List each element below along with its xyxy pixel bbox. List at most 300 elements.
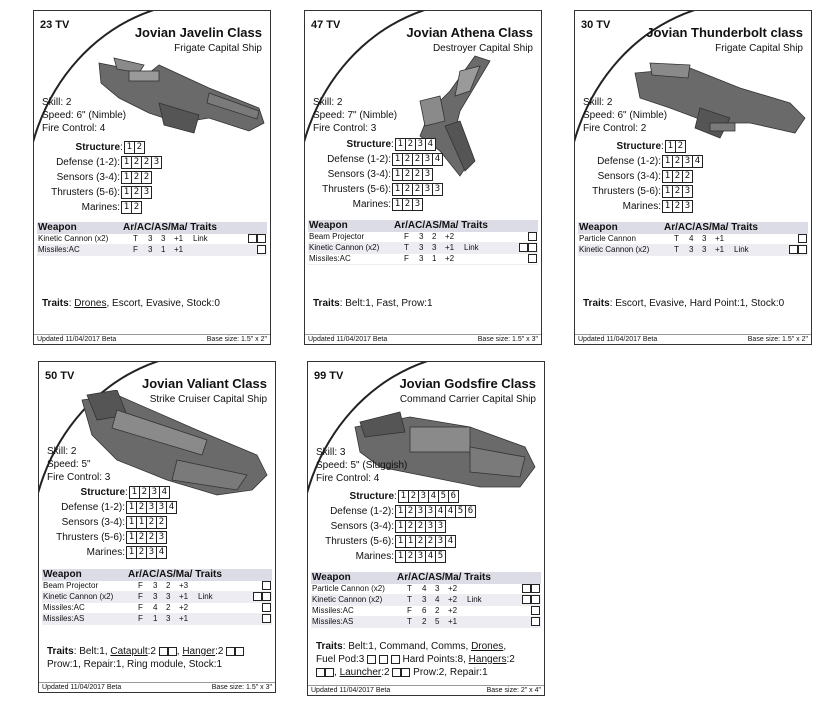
fire-control-text: Fire Control: 4 [42,123,106,134]
base-size-text: Base size: 1.5" x 3" [211,684,272,691]
track-box[interactable]: 3 [422,153,433,166]
weapon-ma: +2 [448,606,458,615]
weapon-checkboxes [262,603,271,613]
marines-boxes[interactable] [396,550,446,563]
sensors-boxes[interactable] [396,520,446,533]
track-box[interactable]: 1 [395,550,406,563]
track-box[interactable]: 2 [141,156,152,169]
track-box[interactable]: 2 [405,520,416,533]
defense-label: Defense (1-2): [56,157,120,168]
track-box[interactable]: 1 [662,170,673,183]
weapon-checkboxes [531,606,540,616]
structure-boxes[interactable] [396,138,436,151]
ship-class-title: Jovian Valiant Class [141,376,267,391]
updated-text: Updated 11/04/2017 Beta [42,684,122,691]
launcher-count: :2 [381,667,390,678]
weapon-damage-checkbox[interactable] [262,592,271,601]
track-box[interactable]: 2 [402,168,413,181]
track-box[interactable]: 2 [412,168,423,181]
track-box[interactable]: 2 [682,170,693,183]
track-box[interactable]: 2 [672,200,683,213]
track-box[interactable]: 2 [402,183,413,196]
track-box[interactable]: 1 [392,168,403,181]
structure-boxes[interactable] [130,486,170,499]
weapon-as: 2 [435,606,440,615]
structure-label: Structure [616,141,661,152]
hangar-checkbox-1[interactable] [226,647,235,656]
trait-text: : [68,298,75,309]
weapon-damage-checkbox[interactable] [531,584,540,593]
track-box[interactable]: 2 [134,141,145,154]
trait-text: , Escort, Evasive, Stock:0 [106,298,220,309]
track-box[interactable]: 2 [675,140,686,153]
thrusters-boxes[interactable] [122,186,152,199]
track-box[interactable]: 4 [435,505,446,518]
track-box[interactable]: 1 [398,490,409,503]
weapon-checkboxes [522,595,540,605]
weapon-ac: 6 [422,606,427,615]
track-box[interactable]: 2 [146,516,157,529]
traits-line-2: Prow:1, Repair:1, Ring module, Stock:1 [47,659,223,670]
weapons-table [37,222,267,256]
track-box[interactable]: 3 [432,183,443,196]
skill-text: Skill: 2 [313,97,343,108]
weapon-as: 3 [166,592,171,601]
track-box[interactable]: 2 [672,170,683,183]
track-box[interactable]: 1 [121,171,132,184]
ship-class-subtitle: Destroyer Capital Ship [432,43,533,54]
track-box[interactable]: 2 [131,201,142,214]
weapon-damage-checkbox[interactable] [253,592,262,601]
track-box[interactable]: 4 [432,153,443,166]
track-box[interactable]: 1 [126,546,137,559]
marines-boxes[interactable] [122,201,142,214]
weapon-as: 3 [161,234,166,243]
track-box[interactable]: 3 [682,155,693,168]
sensors-boxes[interactable] [393,168,433,181]
weapon-checkboxes [257,245,266,255]
track-box[interactable]: 2 [405,138,416,151]
track-box[interactable]: 3 [141,186,152,199]
weapon-traits: Link [198,592,213,601]
card-footer [39,682,275,692]
weapon-checkboxes [522,584,540,594]
base-size-text: Base size: 1.5" x 2" [206,336,267,343]
marines-boxes[interactable] [127,546,167,559]
structure-label: Structure [349,491,394,502]
track-box[interactable]: 1 [121,186,132,199]
weapon-row [311,584,541,595]
track-box[interactable]: 3 [156,501,167,514]
skill-text: Skill: 2 [42,97,72,108]
launcher-checkbox-2[interactable] [401,668,410,677]
thrusters-track [45,531,167,544]
drones-link[interactable]: Drones [471,641,504,652]
track-box[interactable]: 2 [136,531,147,544]
track-box[interactable]: 1 [392,183,403,196]
track-box[interactable]: 3 [425,520,436,533]
track-box[interactable]: 5 [455,505,466,518]
defense-label: Defense (1-2): [61,502,125,513]
traits-belt: : Belt:1, Command, Comms, [342,641,472,652]
weapon-arc: T [674,245,679,254]
structure-track: Structure : 1 2 3 4 [311,138,436,151]
fuel-checkbox-3[interactable] [391,655,400,664]
marines-track [581,200,693,213]
weapon-checkboxes [789,245,807,255]
track-box[interactable]: 1 [395,520,406,533]
track-box[interactable]: 2 [141,171,152,184]
weapon-checkboxes [528,232,537,242]
track-box[interactable]: 2 [405,505,416,518]
weapon-arc: T [133,234,138,243]
marines-label: Marines: [81,202,120,213]
weapon-row [578,245,808,256]
weapon-damage-checkbox[interactable] [528,232,537,241]
weapon-ma: +1 [448,617,458,626]
track-box[interactable]: 2 [139,486,150,499]
track-box[interactable]: 1 [662,200,673,213]
thrusters-label: Thrusters (5-6): [592,186,661,197]
thrusters-track [581,185,693,198]
track-box[interactable]: 2 [415,520,426,533]
track-box[interactable]: 2 [136,546,147,559]
weapon-ma: +1 [715,245,725,254]
weapon-ma: +1 [445,243,455,252]
trait-link[interactable]: Drones [74,298,107,309]
weapon-ac: 3 [148,234,153,243]
weapon-damage-checkbox[interactable] [798,234,807,243]
traits-line-1 [316,640,538,653]
track-box[interactable]: 3 [146,501,157,514]
track-box[interactable]: 3 [412,198,423,211]
thrusters-track [314,535,456,548]
stats-column-header: Ar/AC/AS/Ma/ Traits [397,572,491,583]
traits-text [47,645,269,671]
track-box[interactable]: 1 [392,153,403,166]
track-box[interactable]: 3 [415,505,426,518]
structure-boxes[interactable] [399,490,459,503]
track-box[interactable]: 6 [465,505,476,518]
weapon-arc: T [404,243,409,252]
weapon-checkboxes [528,254,537,264]
weapon-row [42,603,272,614]
weapon-traits: Link [464,243,479,252]
speed-text: Speed: 6" (Nimble) [583,110,668,121]
thrusters-boxes[interactable] [127,531,167,544]
track-box[interactable]: 1 [136,516,147,529]
track-box[interactable]: 4 [692,155,703,168]
track-box[interactable]: 3 [425,505,436,518]
thrusters-label: Thrusters (5-6): [56,532,125,543]
sensors-boxes[interactable] [663,170,693,183]
defense-boxes[interactable] [663,155,703,168]
track-box[interactable]: 4 [425,550,436,563]
track-box[interactable]: 1 [126,531,137,544]
track-box[interactable]: 2 [402,153,413,166]
defense-track [314,505,476,518]
weapon-damage-checkbox[interactable] [257,234,266,243]
weapon-damage-checkbox[interactable] [531,606,540,615]
sensors-label: Sensors (3-4): [597,171,661,182]
track-box[interactable]: 2 [672,155,683,168]
catapult-checkbox-2[interactable] [168,647,177,656]
track-box[interactable]: 3 [146,546,157,559]
weapon-ac: 4 [422,584,427,593]
defense-boxes[interactable] [393,153,443,166]
track-box[interactable]: 1 [392,198,403,211]
ship-stats [42,96,126,135]
sensors-track [45,516,167,529]
weapon-damage-checkbox[interactable] [528,254,537,263]
track-box[interactable]: 4 [166,501,177,514]
weapon-ac: 3 [419,243,424,252]
ship-stats [313,96,397,135]
traits-label: Traits [42,298,69,309]
track-box[interactable]: 3 [156,531,167,544]
track-box[interactable]: 3 [149,486,160,499]
sensors-track [314,520,446,533]
launcher-link[interactable]: Launcher [339,667,382,678]
track-box[interactable]: 1 [395,535,406,548]
track-box[interactable]: 2 [131,156,142,169]
weapon-damage-checkbox[interactable] [257,245,266,254]
weapon-damage-checkbox[interactable] [262,614,271,623]
weapon-row [42,592,272,603]
marines-boxes[interactable] [663,200,693,213]
track-box[interactable]: 1 [129,486,140,499]
ship-class-title: Jovian Thunderbolt class [646,25,803,40]
weapon-arc: F [404,254,409,263]
ship-card-thunderbolt [574,10,812,345]
weapon-arc: F [138,614,143,623]
weapon-damage-checkbox[interactable] [789,245,798,254]
track-box[interactable]: 6 [448,490,459,503]
weapon-ma: +2 [179,603,189,612]
track-box[interactable]: 3 [435,535,446,548]
marines-track [40,201,142,214]
track-box[interactable]: 5 [435,550,446,563]
track-box[interactable]: 3 [422,168,433,181]
tv-value: 99 TV [314,370,344,382]
track-box[interactable]: 1 [395,138,406,151]
defense-boxes[interactable] [127,501,177,514]
track-box[interactable]: 3 [422,183,433,196]
updated-text: Updated 11/04/2017 Beta [311,687,391,694]
weapon-ma: +1 [715,234,725,243]
weapon-arc: F [404,232,409,241]
ship-class-subtitle: Frigate Capital Ship [715,43,803,54]
track-box[interactable]: 2 [131,186,142,199]
defense-boxes[interactable] [396,505,476,518]
weapon-ma: +2 [448,584,458,593]
weapon-damage-checkbox[interactable] [248,234,257,243]
sensors-boxes[interactable] [127,516,167,529]
hangers-link[interactable]: Hangers [468,654,507,665]
track-box[interactable]: 1 [395,505,406,518]
track-box[interactable]: 1 [126,516,137,529]
track-box[interactable]: 3 [415,550,426,563]
structure-track: Structure : 1 2 [40,141,145,154]
fire-control-text: Fire Control: 4 [316,473,380,484]
fuel-checkbox-2[interactable] [379,655,388,664]
track-box[interactable]: 2 [156,516,167,529]
track-box[interactable]: 5 [438,490,449,503]
weapon-ma: +1 [179,592,189,601]
track-box[interactable]: 2 [425,535,436,548]
structure-track: Structure : 1 2 3 4 5 6 [314,490,459,503]
track-box[interactable]: 1 [665,140,676,153]
weapons-header [311,572,541,584]
stats-column-header: Ar/AC/AS/Ma/ Traits [394,220,488,231]
weapon-checkboxes [253,592,271,602]
weapon-ma: +1 [179,614,189,623]
track-box[interactable]: 3 [418,490,429,503]
weapons-table [311,572,541,628]
weapon-arc: F [407,606,412,615]
track-box[interactable]: 2 [405,550,416,563]
weapon-ma: +3 [179,581,189,590]
weapon-name: Missiles:AS [43,614,85,623]
weapon-damage-checkbox[interactable] [262,581,271,590]
track-box[interactable]: 1 [126,501,137,514]
track-box[interactable]: 2 [136,501,147,514]
weapon-ac: 1 [153,614,158,623]
thrusters-boxes[interactable] [663,185,693,198]
track-box[interactable]: 2 [408,490,419,503]
weapon-row [311,606,541,617]
traits-content [610,298,785,309]
weapon-row [308,254,538,265]
track-box[interactable]: 3 [682,200,693,213]
catapult-checkbox-1[interactable] [159,647,168,656]
defense-track [45,501,177,514]
defense-label: Defense (1-2): [330,506,394,517]
weapon-damage-checkbox[interactable] [531,617,540,626]
updated-text: Updated 11/04/2017 Beta [578,336,658,343]
structure-boxes[interactable] [666,140,686,153]
weapon-arc: F [133,245,138,254]
track-box[interactable]: 2 [415,535,426,548]
sensors-track [40,171,152,184]
weapon-damage-checkbox[interactable] [528,243,537,252]
track-box[interactable]: 1 [662,155,673,168]
hangers-count: :2 [506,654,515,665]
ship-class-subtitle: Frigate Capital Ship [174,43,262,54]
hard-points-text: Hard Points:8, [402,654,469,665]
weapon-arc: T [407,584,412,593]
track-box[interactable]: 3 [682,185,693,198]
track-box[interactable]: 2 [146,531,157,544]
structure-track: Structure : 1 2 3 4 [45,486,170,499]
track-box[interactable]: 1 [124,141,135,154]
defense-boxes[interactable] [122,156,162,169]
track-box[interactable]: 1 [121,156,132,169]
track-box[interactable]: 1 [405,535,416,548]
weapon-damage-checkbox[interactable] [522,595,531,604]
traits-line-3: , Launcher:2 Prow:2, Repair:1 [316,666,538,679]
track-box[interactable]: 4 [425,138,436,151]
hangar-checkbox-2[interactable] [235,647,244,656]
catapult-count: :2 [147,646,156,657]
thrusters-boxes[interactable] [396,535,456,548]
thrusters-boxes[interactable] [393,183,443,196]
track-box[interactable]: 4 [159,486,170,499]
base-size-text: Base size: 1.5" x 2" [747,336,808,343]
fuel-checkbox-1[interactable] [367,655,376,664]
defense-label: Defense (1-2): [327,154,391,165]
track-box[interactable]: 1 [121,201,132,214]
traits-line-1: Traits: Belt:1, Catapult:2 , Hanger:2 [47,645,269,658]
traits-line-2 [316,653,538,666]
hangar-link[interactable]: Hanger [182,646,216,657]
track-box[interactable]: 4 [156,546,167,559]
weapon-damage-checkbox[interactable] [519,243,528,252]
track-box[interactable]: 2 [402,198,413,211]
hangers-checkbox-1[interactable] [316,668,325,677]
weapon-row [42,614,272,625]
marines-track [311,198,423,211]
weapon-ac: 3 [153,581,158,590]
weapons-header [42,569,272,581]
weapon-as: 2 [166,603,171,612]
weapon-damage-checkbox[interactable] [522,584,531,593]
fire-control-text: Fire Control: 3 [47,472,111,483]
track-box[interactable]: 1 [662,185,673,198]
track-box[interactable]: 4 [428,490,439,503]
weapon-damage-checkbox[interactable] [262,603,271,612]
sensors-label: Sensors (3-4): [61,517,125,528]
marines-boxes[interactable] [393,198,423,211]
track-box[interactable]: 2 [412,183,423,196]
traits-comma: , [503,641,507,652]
track-box[interactable]: 4 [445,535,456,548]
track-box[interactable]: 2 [672,185,683,198]
track-box[interactable]: 3 [415,138,426,151]
card-footer [575,334,811,344]
traits-content [340,298,433,309]
traits-label: Traits [313,298,340,309]
structure-boxes[interactable] [125,141,145,154]
weapon-ac: 3 [689,245,694,254]
track-box[interactable]: 2 [131,171,142,184]
launcher-checkbox-1[interactable] [392,668,401,677]
thrusters-label: Thrusters (5-6): [322,184,391,195]
weapon-row [311,595,541,606]
ship-stats [47,445,110,484]
catapult-link[interactable]: Catapult [110,646,148,657]
ship-stats [316,446,407,485]
track-box[interactable]: 4 [445,505,456,518]
ship-card-godsfire [307,361,545,696]
weapon-name: Missiles:AC [38,245,80,254]
weapon-damage-checkbox[interactable] [531,595,540,604]
tv-value: 47 TV [311,19,341,31]
weapons-table [42,569,272,625]
weapon-as: 3 [702,245,707,254]
sensors-boxes[interactable] [122,171,152,184]
track-box[interactable]: 3 [435,520,446,533]
weapon-arc: F [138,592,143,601]
marines-label: Marines: [352,199,391,210]
track-box[interactable]: 2 [412,153,423,166]
hangers-checkbox-2[interactable] [325,668,334,677]
track-box[interactable]: 3 [151,156,162,169]
speed-text: Speed: 6" (Nimble) [42,110,127,121]
speed-text: Speed: 7" (Nimble) [313,110,398,121]
stats-column-header: Ar/AC/AS/Ma/ Traits [123,222,217,233]
weapon-damage-checkbox[interactable] [798,245,807,254]
